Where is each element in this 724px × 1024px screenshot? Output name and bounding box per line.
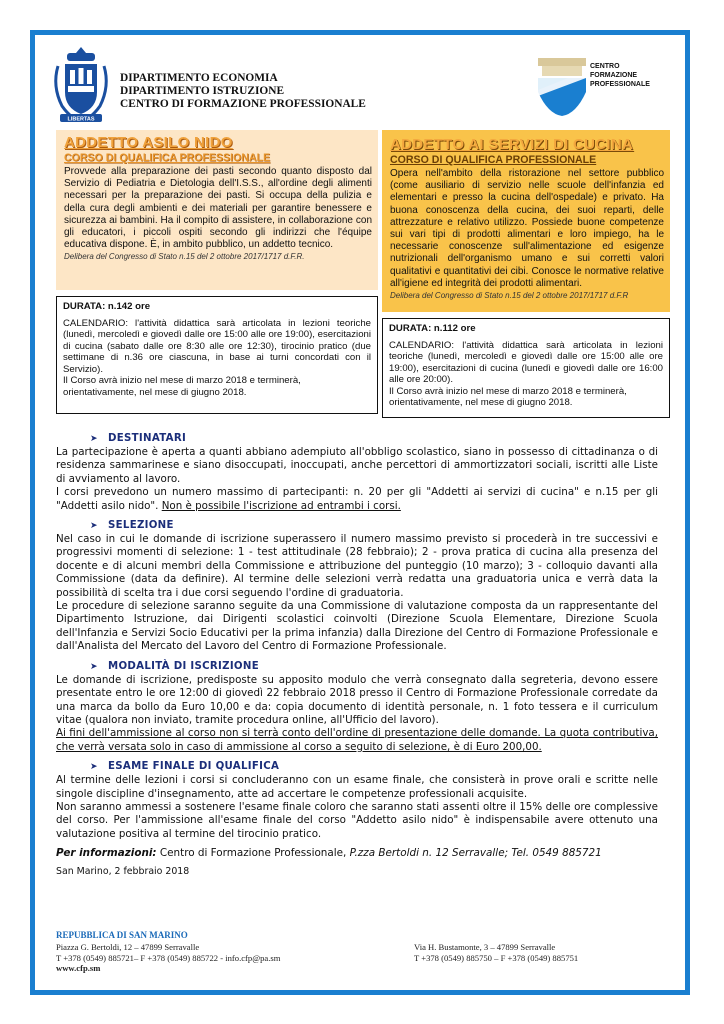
destinatari-max-participants: I corsi prevedono un numero massimo di partecipanti: n. 20 per gli "Addetti ai servizi di cucina" e n.15 per gli "Addetti asilo nido". (56, 486, 658, 512)
contact-info-text-1: Centro di Formazione Professionale, (159, 847, 347, 860)
san-marino-coat-of-arms-icon (50, 44, 112, 126)
selezione-paragraph-2: Le procedure di selezione saranno seguite da una Commissione di valutazione composta da un rappresentante del Dipartimento Istruzione, dai Dirigenti scolastici coinvolti (Direzione Scuola Elementare, Direzione Scuola dell'Infanzia e Servizi Socio Educativi per la prima infanzia) dalla Direzione del Centro di Formazione Professionale e dall'Analista del Mercato del Lavoro del Centro di Formazione Professionale. (56, 600, 658, 653)
course-decree-asilo-nido: Delibera del Congresso di Stato n.15 del 2 ottobre 2017/1717 d.F.R. (64, 252, 305, 262)
footer-right-line-2: T +378 (0549) 885750 – F +378 (0549) 885751 (414, 952, 579, 963)
cfp-line-2: FORMAZIONE (590, 72, 638, 79)
arrow-bullet-icon: ➤ (90, 521, 98, 532)
course-description-servizi-cucina: Opera nell'ambito della ristorazione nel settore pubblico (come ausiliario di servizio nelle scuole dell'infanzia ed elementari e presso la cucina dell'ospedale) e privato. Ha buona conoscenza della cucina, dei suoi reparti, delle attrezzature e relativo utilizzo. Possiede buone competenze sui vari tipi di prodotti alimentari e loro impiego, ha le necessarie conoscenze sull'alimentazione ed esigenze nutrizionali dell'organismo umano e sui corretti valori qualitativi e quantitativi dei cibi. Conosce le normative relative all'igiene ed integrità dei prodotti alimentari. (390, 168, 664, 289)
course-title-asilo-nido: ADDETTO ASILO NIDO (64, 134, 233, 151)
department-header (120, 72, 366, 111)
calendar-asilo-nido: CALENDARIO: l'attività didattica sarà articolata in lezioni teoriche (lunedì, mercoledì e giovedì dalle ore 15:00 alle ore 19:00), esercitazioni di cucina (sabato dalle ore 8:30 alle ore 12:30), tirocinio pratico (due settimane di n.36 ore ciascuna, in base ai turni concordati con il Servizio). (63, 317, 371, 375)
section-title-iscrizione (90, 660, 658, 674)
course-description-asilo-nido: Provvede alla preparazione dei pasti secondo quanto disposto dal Servizio di Pediatria e Dietologia dell'I.S.S., all'ordine degli alimenti necessari per la preparazione dei pasti. Si occupa della pulizia e della cura degli ambienti e dei materiali per garantire benessere e sicurezza ai bambini. Ha il compito di assistere, in collaborazione con gli educatori, i piccoli ospiti secondo gli indirizzi che l'équipe educativa dispone. È, in ambito pubblico, un addetto tecnico. (64, 166, 372, 251)
section-label-destinatari: DESTINATARI (108, 433, 187, 444)
dept-line-istruzione: DIPARTIMENTO ISTRUZIONE (120, 85, 285, 97)
arrow-bullet-icon: ➤ (90, 434, 98, 444)
footer-address-right (414, 942, 578, 963)
footer-address-left (56, 942, 280, 974)
cfp-line-1: CENTRO (590, 63, 620, 70)
destinatari-paragraph-1: La partecipazione è aperta a quanti abbiano adempiuto all'obbligo scolastico, siano in possesso di cittadinanza o di residenza sammarinese e siano disoccupati, inoccupati, anche percettori di ammortizzatori sociali, iscritti alle Liste di avviamento al lavoro. (56, 446, 658, 485)
main-content (56, 432, 658, 877)
destinatari-paragraph-2 (56, 486, 658, 513)
duration-box-asilo-nido (56, 296, 378, 414)
contact-info (56, 847, 658, 860)
section-label-esame: ESAME FINALE DI QUALIFICA (108, 761, 280, 773)
footer-republic: REPUBBLICA DI SAN MARINO (56, 930, 188, 940)
iscrizione-paragraph-2: Ai fini dell'ammissione al corso non si terrà conto dell'ordine di presentazione delle domande. La quota contributiva, che verrà versata solo in caso di ammissione al corso a seguito di selezione, è di Euro 200,00. (56, 727, 658, 753)
section-label-selezione: SELEZIONE (108, 520, 174, 532)
section-title-destinatari (90, 432, 658, 446)
calendar-servizi-cucina: CALENDARIO: l'attività didattica sarà articolata in lezioni teoriche (lunedì, mercoledì e giovedì dalle ore 15:00 alle ore 19:00), esercitazioni di cucina (lunedì e giovedì dalle ore 16:00 alle ore 20:00). (389, 339, 663, 385)
section-title-esame (90, 760, 658, 774)
section-title-selezione (90, 519, 658, 533)
section-label-iscrizione: MODALITÀ DI ISCRIZIONE (108, 660, 259, 672)
coat-of-arms-motto: LIBERTAS (67, 116, 95, 123)
destinatari-no-double-enrollment: Non è possibile l'iscrizione ad entrambi i corsi. (161, 499, 401, 512)
footer-website-link[interactable]: www.cfp.sm (56, 963, 101, 974)
contact-info-text-2: P.zza Bertoldi n. 12 Serravalle; Tel. 0549 885721 (349, 847, 602, 860)
duration-box-servizi-cucina (382, 318, 670, 418)
period-servizi-cucina: Il Corso avrà inizio nel mese di marzo 2018 e terminerà, orientativamente, nel mese di giugno 2018. (389, 385, 627, 408)
footer-left-line-1: Piazza G. Bertoldi, 12 – 47899 Serravalle (56, 942, 200, 952)
selezione-paragraph-1: Nel caso in cui le domande di iscrizione superassero il numero massimo previsto si procederà in tre successivi e progressivi momenti di selezione: 1 - test attitudinale (28 febbraio); 2 - prova pratica di cucina alla presenza del docente e di alcuni membri della Commissione e attribuzione del punteggio (10 marzo); 3 - colloquio davanti alla Commissione (data da definire). Al termine delle selezioni verrà redatta una graduatoria unica e verrà data la possibilità di scelta tra i due corsi seguendo l'ordine di graduatoria. (56, 533, 658, 599)
course-subtitle-servizi-cucina: CORSO DI QUALIFICA PROFESSIONALE (390, 154, 597, 166)
course-subtitle-asilo-nido: CORSO DI QUALIFICA PROFESSIONALE (64, 152, 271, 164)
course-decree-servizi-cucina: Delibera del Congresso di Stato n.15 del 2 ottobre 2017/1717 d.F.R (390, 291, 629, 301)
course-box-asilo-nido (56, 130, 378, 290)
esame-paragraph-2: Non saranno ammessi a sostenere l'esame finale coloro che saranno stati assenti oltre il 15% delle ore complessive del corso. Per l'ammissione all'esame finale del corso "Addetto asilo nido" è indispensabile avere ottenuto una valutazione positiva al termine del tirocinio pratico. (56, 800, 658, 840)
dept-line-economia: DIPARTIMENTO ECONOMIA (120, 72, 278, 84)
duration-asilo-nido: DURATA: n.142 ore (63, 301, 151, 312)
cfp-logo-text (590, 62, 650, 89)
period-asilo-nido: Il Corso avrà inizio nel mese di marzo 2018 e terminerà, orientativamente, nel mese di giugno 2018. (63, 375, 301, 398)
duration-servizi-cucina: DURATA: n.112 ore (389, 323, 476, 334)
contact-info-label: Per informazioni: (56, 847, 157, 860)
course-title-servizi-cucina: ADDETTO AI SERVIZI DI CUCINA (390, 136, 634, 153)
esame-paragraph-1: Al termine delle lezioni i corsi si concluderanno con un esame finale, che consisterà in prove orali e scritte nelle singole discipline d'insegnamento, atte ad accertare le competenze professionali acquisite. (56, 774, 658, 800)
cfp-logo-icon (536, 56, 588, 116)
dept-line-cfp: CENTRO DI FORMAZIONE PROFESSIONALE (120, 98, 366, 110)
document-date: San Marino, 2 febbraio 2018 (56, 866, 190, 878)
iscrizione-paragraph-1: Le domande di iscrizione, predisposte su apposito modulo che verrà consegnato dalla segreteria, devono essere presentate entro le ore 12:00 di giovedì 22 febbraio 2018 presso il Centro di Formazione Professionale corredate da una marca da bollo da Euro 10,00 e da: copia documento di identità personale, n. 1 foto tessera e il curriculum vitae (qualora non inviato, tramite procedura online, all'Ufficio del lavoro). (56, 673, 658, 726)
course-box-servizi-cucina (382, 130, 670, 312)
arrow-bullet-icon: ➤ (90, 762, 98, 773)
footer-left-line-2: T +378 (0549) 885721– F +378 (0549) 885722 - info.cfp@pa.sm (56, 952, 281, 963)
cfp-line-3: PROFESSIONALE (590, 81, 650, 88)
footer (56, 930, 676, 974)
footer-right-line-1: Via H. Bustamonte, 3 – 47899 Serravalle (414, 942, 556, 952)
arrow-bullet-icon: ➤ (90, 661, 98, 672)
